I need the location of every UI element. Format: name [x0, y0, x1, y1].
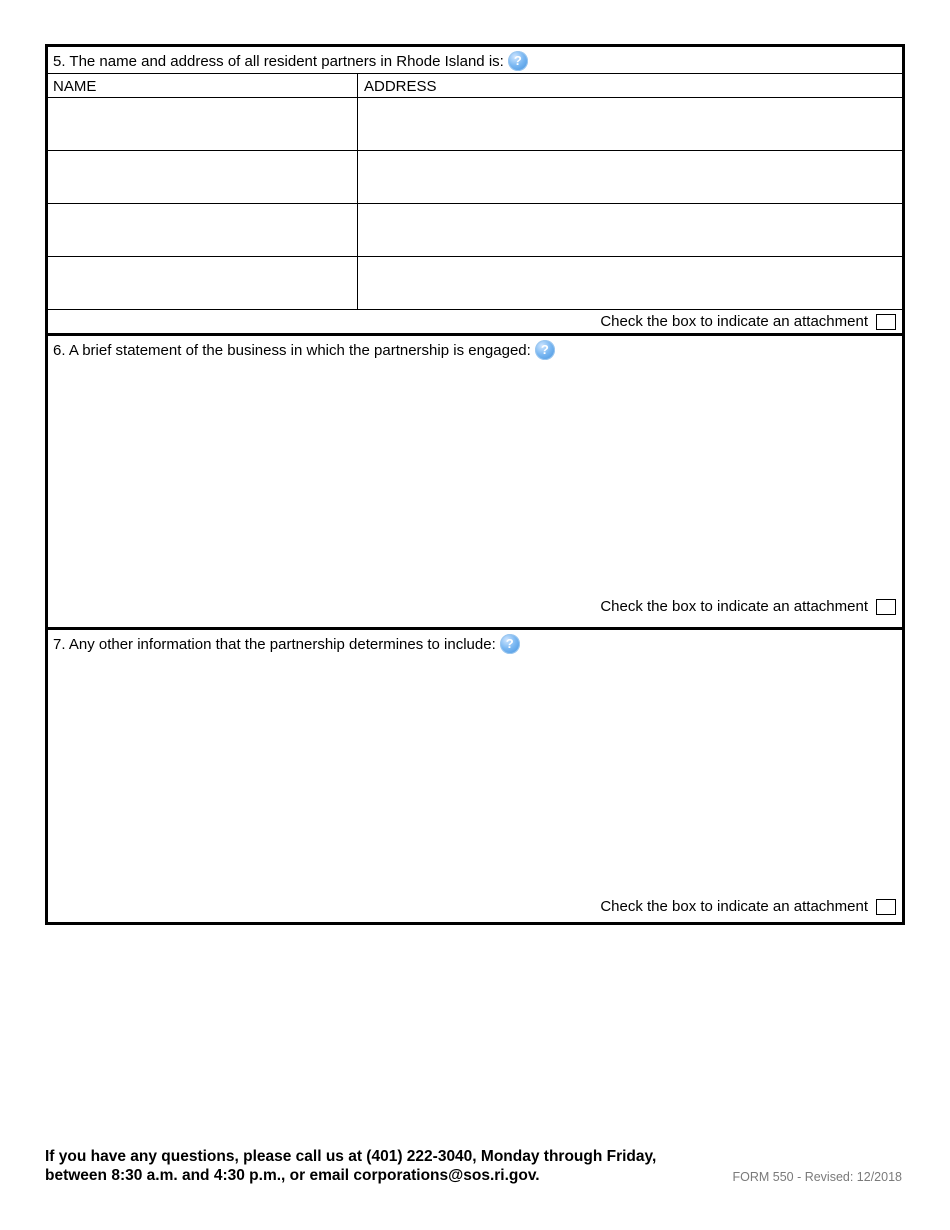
section-7: [48, 630, 902, 922]
section-6-label-text: 6. A brief statement of the business in which the partnership is engaged:: [53, 341, 531, 359]
other-information-textarea[interactable]: [48, 656, 902, 888]
attachment-checkbox-section-7[interactable]: [876, 899, 896, 915]
partner-name-input-2[interactable]: [48, 151, 357, 203]
section-7-label: [53, 634, 520, 654]
section-6-label: [53, 340, 555, 360]
column-header-name: NAME: [53, 78, 97, 95]
business-statement-textarea[interactable]: [48, 362, 902, 590]
attachment-checkbox-section-5[interactable]: [876, 314, 896, 330]
divider: [48, 309, 902, 310]
question-circle-icon[interactable]: ?: [500, 634, 520, 654]
partner-address-input-1[interactable]: [358, 98, 902, 150]
section-5-label-text: 5. The name and address of all resident partners in Rhode Island is:: [53, 52, 504, 70]
attachment-label: Check the box to indicate an attachment: [600, 898, 868, 915]
section-7-label-text: 7. Any other information that the partnership determines to include:: [53, 635, 496, 653]
attachment-label: Check the box to indicate an attachment: [600, 598, 868, 615]
divider: [48, 73, 902, 74]
contact-line-2: between 8:30 a.m. and 4:30 p.m., or email corporations@sos.ri.gov.: [45, 1167, 540, 1184]
section-6: [48, 336, 902, 627]
question-circle-icon[interactable]: ?: [535, 340, 555, 360]
attachment-label: Check the box to indicate an attachment: [600, 313, 868, 330]
partner-address-input-2[interactable]: [358, 151, 902, 203]
form-revision-code: FORM 550 - Revised: 12/2018: [732, 1170, 902, 1184]
section-7-attachment: [600, 898, 896, 915]
partner-name-input-4[interactable]: [48, 257, 357, 309]
partner-address-input-3[interactable]: [358, 204, 902, 256]
attachment-checkbox-section-6[interactable]: [876, 599, 896, 615]
section-6-attachment: [600, 598, 896, 615]
partnership-form: [45, 44, 905, 925]
question-circle-icon[interactable]: ?: [508, 51, 528, 71]
contact-info: [45, 1147, 725, 1185]
column-header-address: ADDRESS: [364, 78, 437, 95]
partner-address-input-4[interactable]: [358, 257, 902, 309]
contact-line-1: If you have any questions, please call us at (401) 222-3040, Monday through Friday,: [45, 1148, 657, 1165]
partner-name-input-1[interactable]: [48, 98, 357, 150]
section-5-attachment: [600, 313, 896, 330]
section-5-label: [53, 51, 528, 71]
partner-name-input-3[interactable]: [48, 204, 357, 256]
